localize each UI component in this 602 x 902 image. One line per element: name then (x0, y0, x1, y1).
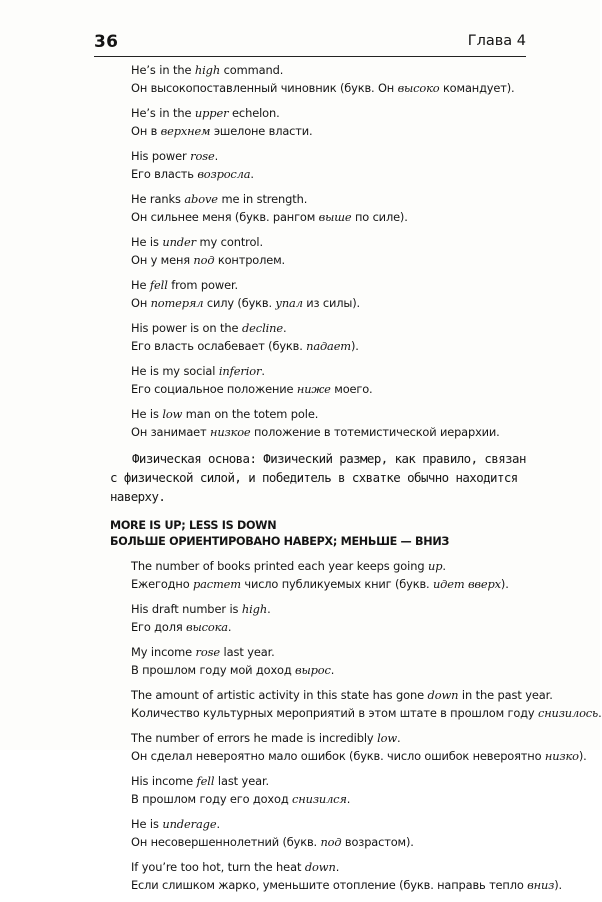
example-russian (131, 166, 531, 184)
text-run: The number of errors he made is incredibly (131, 731, 378, 745)
example-english (131, 644, 531, 662)
example-pair (131, 363, 531, 398)
text-run: Он несовершеннолетний (букв. (131, 834, 321, 849)
physical-basis-paragraph: Физическая основа: Физический размер, как правило, связан с физической силой, и победитель в схватке обычно находится наверху. (110, 451, 526, 504)
emphasized-word: снизился (292, 791, 347, 806)
example-english (131, 234, 531, 252)
text-run: положение в тотемистической иерархии. (250, 424, 500, 439)
text-run: эшелоне власти. (210, 123, 313, 138)
example-russian (131, 662, 531, 680)
example-pair (131, 320, 531, 355)
text-run: . (267, 602, 271, 616)
text-run: . (216, 817, 221, 831)
emphasized-word: растет (192, 576, 241, 591)
text-run: He’s in the (131, 106, 195, 120)
example-russian (131, 834, 531, 852)
example-russian (131, 791, 531, 809)
example-pair (131, 148, 531, 183)
example-russian (131, 295, 531, 313)
text-run: If you’re too hot, turn the heat (131, 860, 305, 874)
emphasized-word: fell (149, 278, 168, 292)
text-run: man on the totem pole. (182, 407, 319, 421)
text-run: В прошлом году мой доход (131, 662, 296, 677)
example-pair (131, 773, 531, 808)
example-russian (131, 877, 562, 895)
metaphor-heading-en: MORE IS UP; LESS IS DOWN (110, 519, 277, 532)
example-english (131, 558, 531, 576)
text-run: ). (554, 877, 562, 892)
text-run: . (346, 791, 351, 806)
example-pair (131, 277, 531, 312)
example-english (131, 816, 531, 834)
text-run: He is (131, 817, 163, 831)
text-run: Он в (131, 123, 161, 138)
text-run: Он занимает (131, 424, 210, 439)
text-run: Он высокопоставленный чиновник (букв. Он (131, 80, 398, 95)
text-run: Его власть ослабевает (букв. (131, 338, 307, 353)
text-run: ). (350, 338, 359, 353)
text-run: in the past year. (458, 688, 553, 702)
text-run: He’s in the (131, 63, 195, 77)
text-run: . (227, 619, 232, 634)
text-run: контролем. (214, 252, 285, 267)
emphasized-word: low (162, 407, 183, 421)
text-run: из силы). (302, 295, 361, 310)
text-run: . (250, 166, 254, 181)
example-pair (131, 687, 602, 722)
emphasized-word: упал (275, 295, 303, 310)
chapter-title: Глава 4 (467, 33, 526, 49)
emphasized-word: rose (190, 149, 215, 163)
text-run: my control. (195, 235, 263, 249)
page-number: 36 (94, 32, 119, 52)
emphasized-word: high (241, 602, 268, 616)
text-run: from power. (167, 278, 239, 292)
emphasized-word: up (427, 559, 443, 573)
emphasized-word: высоко (397, 80, 440, 95)
emphasized-word: low (377, 731, 398, 745)
example-pair (131, 644, 531, 679)
text-run: Его доля (131, 619, 187, 634)
example-english (131, 363, 531, 381)
text-run: . (335, 860, 340, 874)
emphasized-word: down (427, 688, 459, 702)
text-run: ). (578, 748, 587, 763)
text-run: . (261, 364, 265, 378)
example-english (131, 320, 531, 338)
example-english (131, 277, 531, 295)
text-run: силу (букв. (203, 295, 276, 310)
text-run: Количество культурных мероприятий в этом штате в прошлом году (131, 705, 538, 720)
example-russian (131, 705, 602, 723)
example-pair (131, 105, 531, 140)
text-run: His draft number is (131, 602, 242, 616)
emphasized-word: underage (162, 817, 217, 831)
text-run: Если слишком жарко, уменьшите отопление (букв. направь тепло (131, 877, 528, 892)
example-english (131, 687, 553, 705)
example-english (131, 62, 531, 80)
text-run: число публикуемых книг (букв. (240, 576, 433, 591)
text-run: He is (131, 235, 163, 249)
text-run: His income (131, 774, 197, 788)
emphasized-word: high (194, 63, 221, 77)
example-pair (131, 62, 531, 97)
example-english (131, 148, 531, 166)
example-english (131, 730, 531, 748)
emphasized-word: падает (306, 338, 351, 353)
text-run: His power (131, 149, 191, 163)
text-run: He (131, 278, 150, 292)
running-header (94, 30, 526, 57)
text-run: last year. (220, 645, 275, 659)
example-pair (131, 730, 587, 765)
text-run: My income (131, 645, 196, 659)
example-russian (131, 576, 531, 594)
example-pair (131, 406, 531, 441)
page-body (0, 62, 600, 902)
text-run: Он сильнее меня (букв. рангом (131, 209, 319, 224)
text-run: . (214, 149, 219, 163)
emphasized-word: down (304, 860, 336, 874)
text-run: command. (220, 63, 284, 77)
emphasized-word: inferior (218, 364, 262, 378)
emphasized-word: возросла (197, 166, 251, 181)
metaphor-heading-ru: БОЛЬШЕ ОРИЕНТИРОВАНО НАВЕРХ; МЕНЬШЕ — ВНИЗ (110, 535, 450, 548)
example-russian (131, 252, 531, 270)
text-run: . (598, 705, 602, 720)
emphasized-word: under (162, 235, 196, 249)
example-pair (131, 859, 562, 894)
example-russian (131, 123, 531, 141)
text-run: В прошлом году его доход (131, 791, 293, 806)
example-russian (131, 619, 531, 637)
text-run: . (397, 731, 401, 745)
emphasized-word: decline (241, 321, 284, 335)
example-russian (131, 80, 531, 98)
text-run: The amount of artistic activity in this state has gone (131, 688, 428, 702)
text-run: . (330, 662, 335, 677)
emphasized-word: идет вверх (432, 576, 501, 591)
text-run: Он (131, 295, 151, 310)
emphasized-word: снизилось (537, 705, 599, 720)
example-english (131, 773, 531, 791)
text-run: ). (500, 576, 509, 591)
example-list-quantity (0, 558, 600, 894)
example-russian (131, 209, 531, 227)
emphasized-word: высока (186, 619, 228, 634)
emphasized-word: выше (318, 209, 352, 224)
text-run: last year. (214, 774, 270, 788)
example-english (131, 105, 531, 123)
example-pair (131, 558, 531, 593)
example-english (131, 601, 531, 619)
emphasized-word: низко (544, 748, 579, 763)
text-run: Ежегодно (131, 576, 193, 591)
emphasized-word: вниз (527, 877, 555, 892)
text-run: . (283, 321, 287, 335)
example-pair (131, 234, 531, 269)
emphasized-word: fell (196, 774, 215, 788)
text-run: возрастом). (341, 834, 414, 849)
example-pair (131, 816, 531, 851)
text-run: He is my social (131, 364, 219, 378)
example-pair (131, 191, 531, 226)
emphasized-word: upper (194, 106, 229, 120)
emphasized-word: вырос (295, 662, 331, 677)
emphasized-word: верхнем (160, 123, 211, 138)
example-russian (131, 424, 531, 442)
text-run: echelon. (228, 106, 280, 120)
example-english (131, 859, 531, 877)
text-run: His power is on the (131, 321, 242, 335)
emphasized-word: под (193, 252, 215, 267)
text-run: me in strength. (217, 192, 308, 206)
text-run: Его власть (131, 166, 198, 181)
text-run: He ranks (131, 192, 185, 206)
text-run: He is (131, 407, 163, 421)
example-russian (131, 338, 531, 356)
emphasized-word: низкое (209, 424, 251, 439)
emphasized-word: above (184, 192, 218, 206)
emphasized-word: потерял (150, 295, 204, 310)
example-russian (131, 381, 531, 399)
text-run: по силе). (351, 209, 408, 224)
example-list-power (0, 62, 600, 441)
text-run: . (442, 559, 446, 573)
text-run: Он у меня (131, 252, 194, 267)
example-english (131, 406, 531, 424)
text-run: командует). (439, 80, 515, 95)
example-russian (131, 748, 587, 766)
text-run: The number of books printed each year keeps going (131, 559, 428, 573)
emphasized-word: под (320, 834, 342, 849)
example-pair (131, 601, 531, 636)
emphasized-word: ниже (296, 381, 331, 396)
emphasized-word: rose (195, 645, 221, 659)
example-english (131, 191, 531, 209)
text-run: моего. (330, 381, 373, 396)
text-run: Его социальное положение (131, 381, 297, 396)
text-run: Он сделал невероятно мало ошибок (букв. число ошибок невероятно (131, 748, 545, 763)
